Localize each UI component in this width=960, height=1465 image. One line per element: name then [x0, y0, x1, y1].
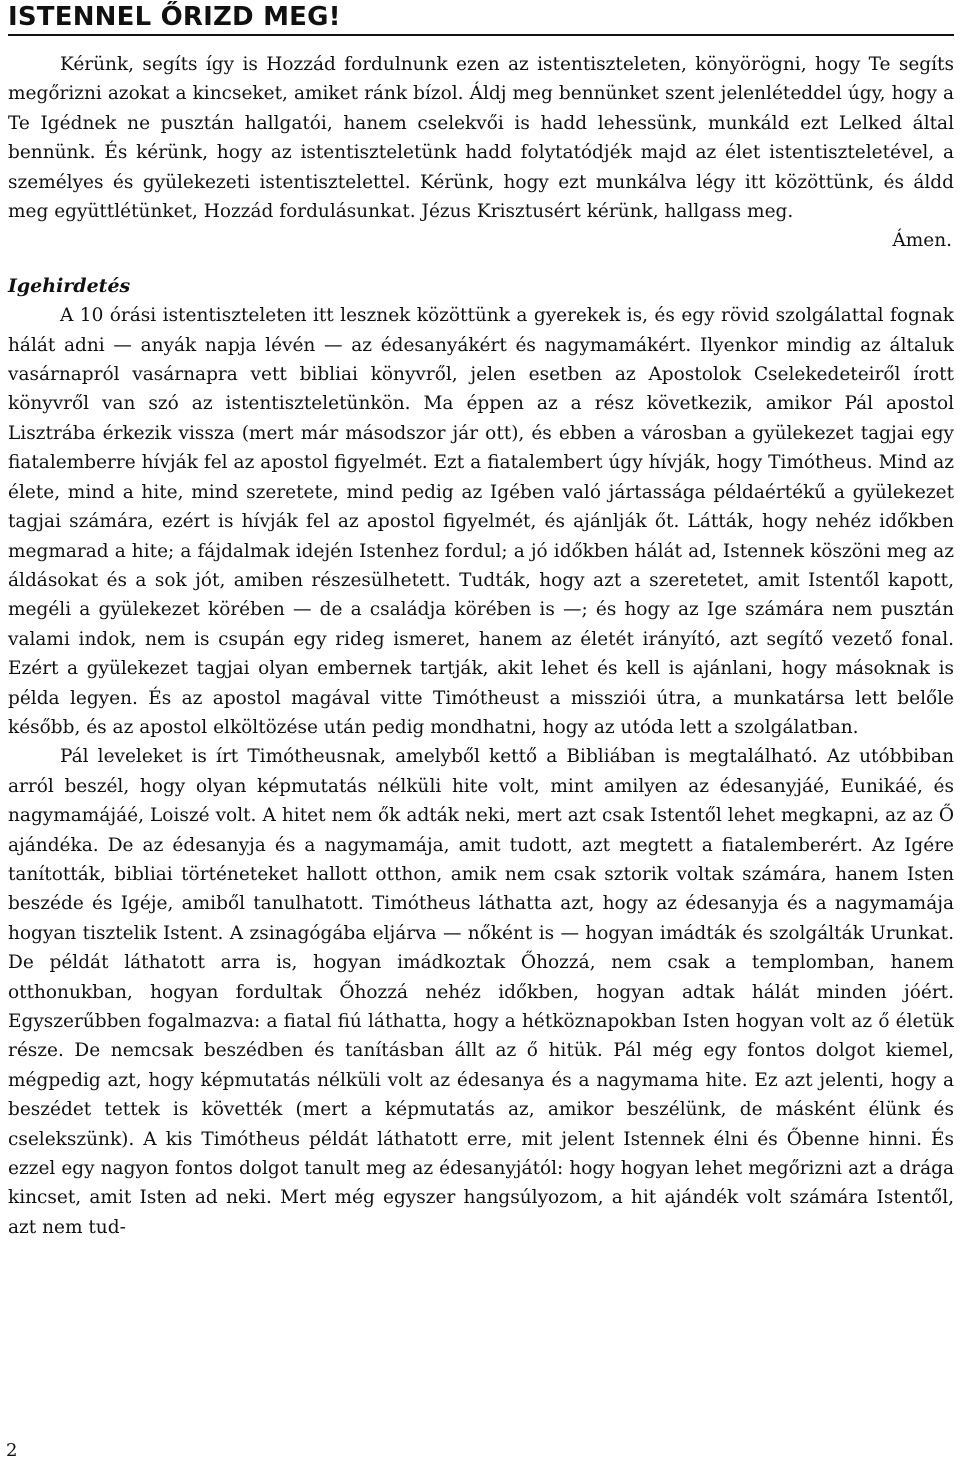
sermon-heading: Igehirdetés: [8, 274, 131, 297]
prayer-amen: Ámen.: [892, 230, 952, 252]
prayer-paragraph: Kérünk, segíts így is Hozzád fordulnunk ezen az istentiszteleten, könyörögni, hogy Te segíts megőrizni azokat a kincseket, amiket ránk bízol. Áldj meg bennünket szent jelenléteddel úgy, hogy a Te Igédnek ne pusztán hallgatói, hanem cselekvői is hadd lehessünk, munkáld ezt Lelked által bennünk. És kérünk, hogy az istentiszteletünk hadd folytatódjék majd az élet istentiszteletével, a személyes és gyülekezeti istentisztelettel. Kérünk, hogy ezt munkálva légy itt közöttünk, és áldd meg együttlétünket, Hozzád fordulásunkat. Jézus Krisztusért kérünk, hallgass meg.: [8, 54, 954, 223]
document-page: [8, 0, 954, 1242]
page-header-title: ISTENNEL ŐRIZD MEG!: [8, 2, 954, 36]
sermon-paragraph-1: A 10 órási istentiszteleten itt lesznek közöttünk a gyerekek is, és egy rövid szolgálattal fognak hálát adni — anyák napja lévén — az édesanyákért és nagymamákért. Ilyenkor mindig az általuk vasárnapról vasárnapra vett bibliai könyvről, jelen esetben az Apostolok Cselekedeteiről írott könyvről van szó az istentiszteletünkön. Ma éppen az a rész következik, amikor Pál apostol Lisztrába érkezik vissza (mert már másodszor jár ott), és ebben a városban a gyülekezet tagjai egy fiatalemberre hívják fel az apostol figyelmét. Ezt a fiatalembert úgy hívják, hogy Timótheus. Mind az élete, mind a hite, mind szeretete, mind pedig az Igében való jártassága példaértékű a gyülekezet tagjai számára, ezért is hívják fel az apostol figyelmét, és ajánlják őt. Látták, hogy nehéz időkben megmarad a hite; a fájdalmak idején Istenhez fordul; a jó időkben hálát ad, Istennek köszöni meg az áldásokat és a sok jót, amiben részesülhetett. Tudták, hogy azt a szeretetet, amit Istentől kapott, megéli a gyülekezet körében — de a családja körében is —; és hogy az Ige számára nem pusztán valami indok, nem is csupán egy rideg ismeret, hanem az életét irányító, azt segítő vezető fonal. Ezért a gyülekezet tagjai olyan embernek tartják, akit lehet és kell is ajánlani, hogy másoknak is példa legyen. És az apostol magával vitte Timótheust a missziói útra, a munkatársa lett belőle később, és az apostol elköltözése után pedig mondhatni, hogy az utóda lett a szolgálatban.: [8, 305, 954, 738]
sermon-paragraph-2: Pál leveleket is írt Timótheusnak, amelyből kettő a Bibliában is megtalálható. Az utóbbiban arról beszél, hogy olyan képmutatás nélküli hite volt, mint amilyen az édesanyjáé, Eunikáé, és nagymamájáé, Loiszé volt. A hitet nem ők adták neki, mert azt csak Istentől lehet megkapni, az az Ő ajándéka. De az édesanyja és a nagymamája, amit tudott, azt megtett a fiatalemberért. Az Igére tanították, bibliai történeteket hallott otthon, amik nem csak sztorik voltak számára, hanem Isten beszéde és Igéje, amiből tanulhatott. Timótheus láthatta azt, hogy az édesanyja és a nagymamája hogyan tisztelik Istent. A zsinagógába eljárva — nőként is — hogyan imádták és szolgálták Urunkat. De példát láthatott arra is, hogyan imádkoztak Őhozzá, nem csak a templomban, hanem otthonukban, hogyan fordultak Őhozzá nehéz időkben, hogyan adtak hálát minden jóért. Egyszerűbben fogalmazva: a fiatal fiú láthatta, hogy a hétköznapokban Isten hogyan volt az ő életük része. De nemcsak beszédben és tanításban állt az ő hitük. Pál még egy fontos dolgot kiemel, mégpedig azt, hogy képmutatás nélküli volt az édesanya és a nagymama hite. Ez azt jelenti, hogy a beszédet tettek is követték (mert a képmutatás az, amikor beszélünk, de másként élünk és cselekszünk). A kis Timótheus példát láthatott erre, mit jelent Istennek élni és Őbenne hinni. És ezzel egy nagyon fontos dolgot tanult meg az édesanyjától: hogy hogyan lehet megőrizni azt a drága kincset, amit Isten ad neki. Mert még egyszer hangsúlyozom, a hit ajándék volt számára Istentől, azt nem tud-: [8, 746, 954, 1238]
page-number: 2: [6, 1440, 18, 1461]
